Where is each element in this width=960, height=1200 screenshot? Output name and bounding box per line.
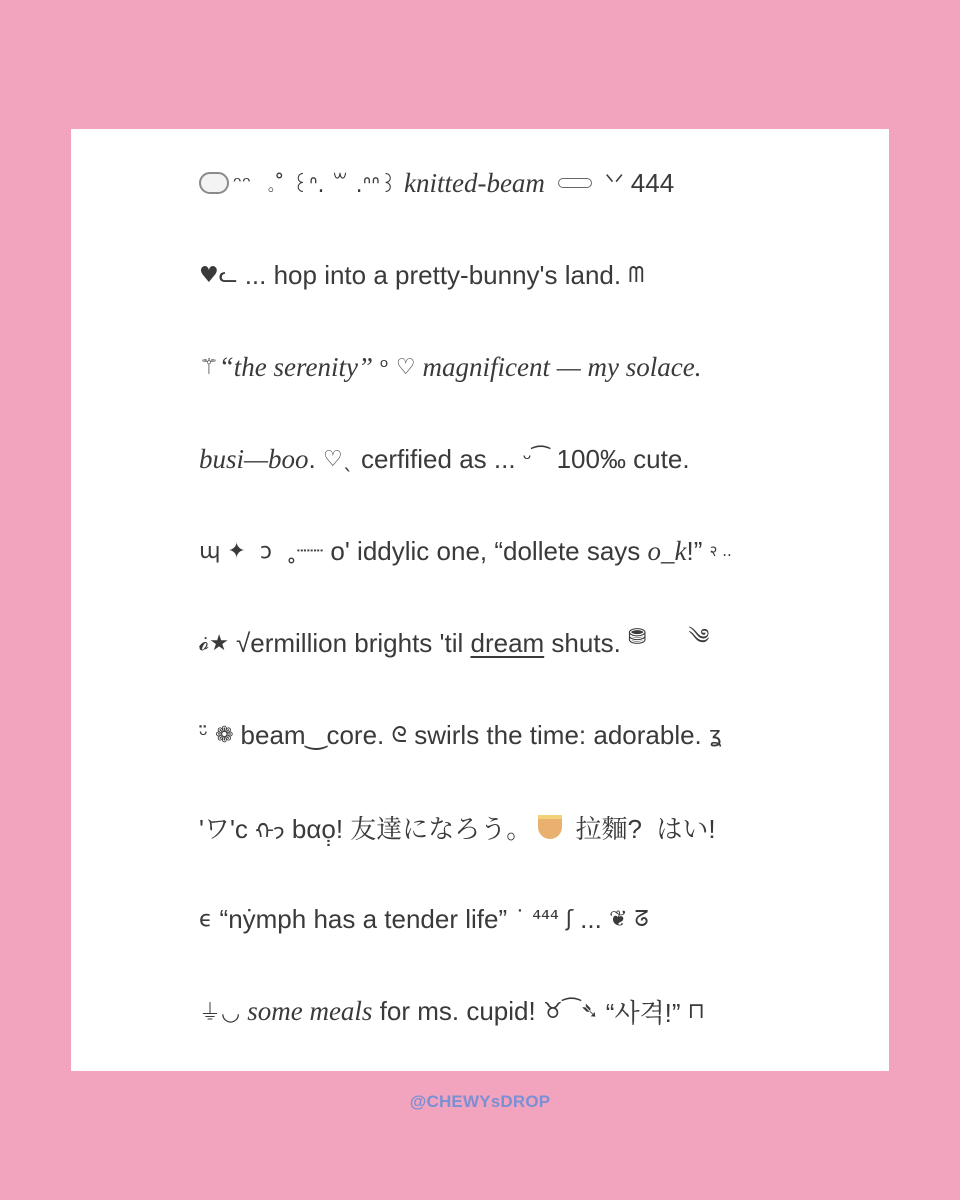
decorative-symbols: ᗰ (628, 262, 645, 288)
list-item-text (199, 720, 722, 751)
decorative-symbols: ᐠᐟ (598, 170, 631, 196)
decorative-symbols: ϵ (199, 906, 220, 932)
decorative-symbols: ᵕ̈ ❁ (199, 722, 241, 748)
list-item-text (199, 352, 702, 383)
list-item-text (199, 612, 709, 674)
list-item-text (199, 444, 690, 475)
numbered-list (71, 129, 889, 1071)
decorative-symbols: ɰ ✦ ͻ ˳┈┈ (199, 538, 331, 564)
decorative-symbols: २ .. (709, 542, 732, 560)
list-item-text (199, 993, 705, 1030)
text-segment: beam‿core. (240, 719, 392, 750)
text-segment: “nẏmph has a tender life” (219, 903, 515, 934)
decorative-symbols: ᵔᵔ ｡˚ ꒰ᐢ. ꒳ .ᐢᐢ꒱ (233, 172, 404, 198)
list-item-text (199, 904, 649, 935)
text-segment: some meals (247, 995, 373, 1026)
decorative-symbols: ᘓ (391, 722, 407, 748)
pill-decoration (558, 178, 592, 188)
text-segment: √ermillion brights 'til (235, 627, 471, 658)
content-card (71, 129, 889, 1071)
text-segment: shuts. (544, 627, 629, 658)
decorative-symbols: ⏚◡ (199, 1000, 248, 1026)
decorative-symbols: ᵒ ♡ (379, 354, 423, 380)
text-segment: swirls the time: adorable. (407, 719, 710, 750)
text-segment: ... (580, 903, 610, 934)
text-segment: 444 (630, 167, 675, 198)
list-item-text (199, 260, 644, 291)
decorative-symbols: ♡ˎ (322, 446, 354, 472)
text-segment: o' iddylic one, “dollete says (330, 535, 648, 566)
text-segment: for ms. cupid! (372, 995, 543, 1026)
decorative-symbols: ⚚ (199, 354, 219, 380)
text-segment: !” (686, 535, 710, 566)
text-segment: . (308, 443, 323, 474)
text-segment: ... hop into a pretty-bunny's land. (237, 259, 629, 290)
text-segment: cerfified as ... (353, 443, 523, 474)
text-segment: “사격!” (605, 997, 688, 1028)
thought-cloud-icon (199, 172, 229, 194)
decorative-symbols: ⛃ ༄ (628, 625, 710, 650)
decorative-symbols: ♉⁀➴ (542, 998, 606, 1024)
text-segment (545, 168, 552, 199)
decorative-symbols: ♥︎ᓚ (199, 262, 238, 288)
text-segment: knitted-beam (403, 167, 545, 198)
text-segment: dream (470, 627, 545, 658)
decorative-symbols: ❦ ᘔ (609, 906, 649, 932)
text-segment: “the serenity” (218, 351, 380, 382)
text-segment: 100‰ cute. (556, 443, 690, 474)
text-segment: magnificent — my solace. (422, 351, 702, 382)
author-handle: @CHEWYsDROP (409, 1092, 551, 1111)
text-segment: o_k (647, 535, 687, 566)
ramen-bowl-icon (538, 815, 562, 839)
decorative-symbols: ʓ (709, 722, 722, 748)
list-item-text (199, 536, 732, 567)
decorative-symbols: ˙ ⁴⁴⁴ ʃ (514, 906, 581, 932)
text-segment: 'ワ'c (199, 813, 256, 844)
text-segment: busi—boo (199, 443, 309, 474)
list-item-text (199, 808, 716, 847)
decorative-symbols: ᡣ𐭩 (255, 819, 292, 845)
list-item-text (199, 168, 674, 199)
decorative-symbols: ᵕ⁀ (522, 446, 557, 472)
text-segment: 拉麵? はい! (568, 813, 716, 844)
decorative-symbols: ⊓ (687, 998, 705, 1024)
text-segment: bαọ̣! 友達になろう。 (291, 813, 533, 844)
decorative-symbols: 𝓸̇★ (199, 630, 236, 656)
